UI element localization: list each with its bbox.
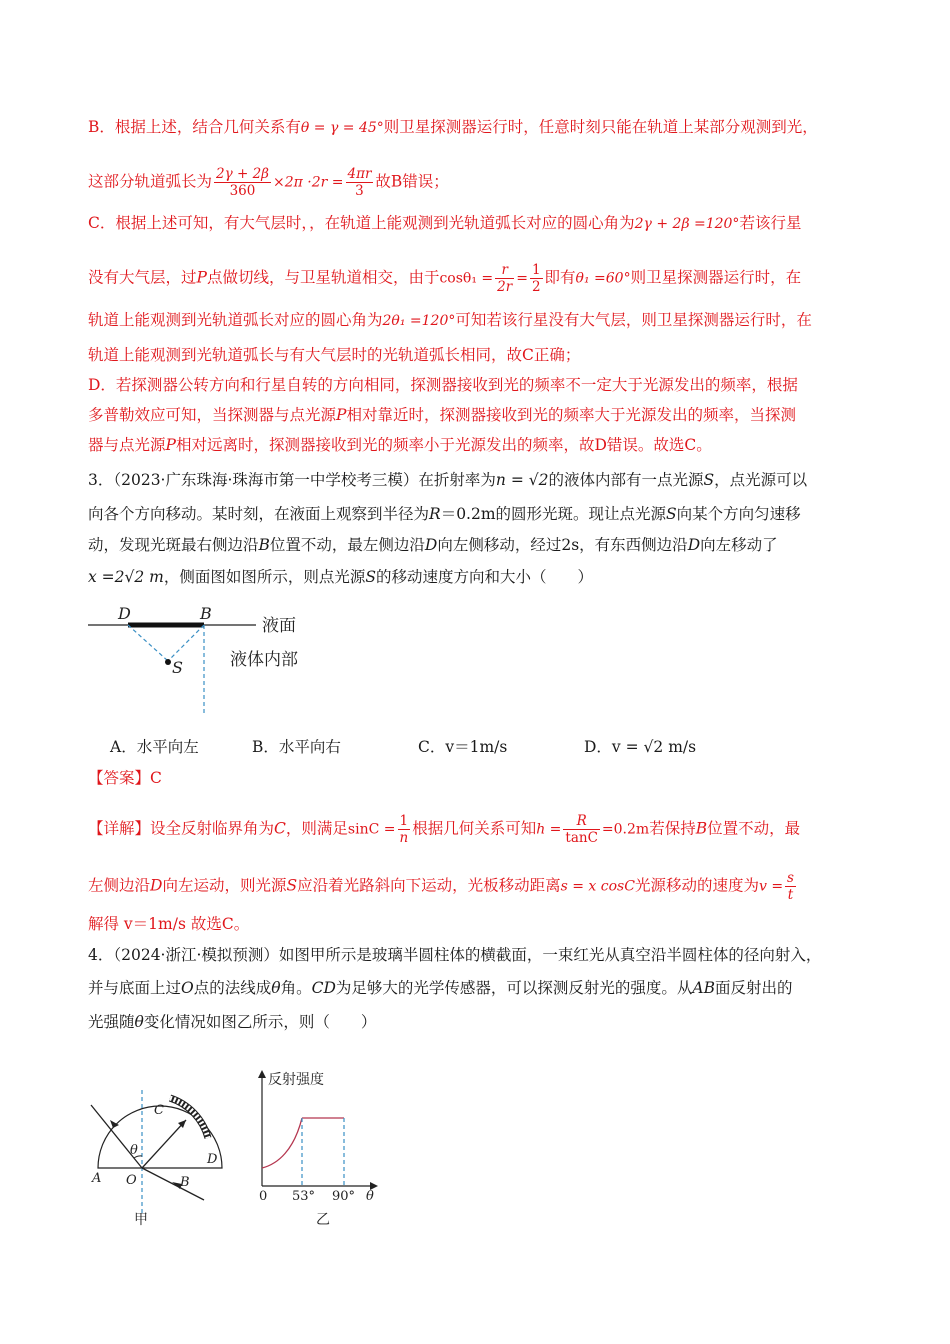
y-axis-arrow bbox=[258, 1070, 266, 1078]
formula: 2γ + 2β =120° bbox=[634, 216, 740, 232]
text: 为足够大的光学传感器，可以探测反射光的强度。从 bbox=[335, 979, 693, 997]
text: 这部分轨道弧长为 bbox=[88, 172, 213, 191]
option-B[interactable]: B．水平向右 bbox=[252, 738, 341, 756]
solution-C-line3 bbox=[88, 310, 812, 331]
label-C: C bbox=[154, 1103, 164, 1118]
q3-line4 bbox=[88, 567, 593, 587]
var-theta: θ bbox=[134, 1013, 144, 1031]
solution-D-line3 bbox=[88, 435, 712, 455]
origin-label: 0 bbox=[259, 1189, 268, 1204]
var-C: C bbox=[274, 819, 286, 838]
var-AB: AB bbox=[692, 979, 716, 997]
text: 动，发现光斑最右侧边沿 bbox=[88, 536, 259, 554]
q3-liquid-figure bbox=[86, 598, 326, 718]
text: 若保持 bbox=[649, 819, 696, 838]
ray-to-B bbox=[168, 625, 204, 661]
text: 应沿着光路斜向下运动，光板移动距离 bbox=[297, 876, 561, 895]
q3-detail-line3: 解得 v＝1m/s 故选C。 bbox=[88, 915, 250, 933]
var-B: B bbox=[258, 536, 270, 554]
denominator: n bbox=[399, 830, 409, 846]
text: 向各个方向移动。某时刻，在液面上观察到半径为 bbox=[88, 505, 430, 523]
numerator: s bbox=[787, 870, 794, 886]
q3-line1 bbox=[88, 470, 807, 490]
formula: h = bbox=[536, 821, 562, 838]
var-P: P bbox=[165, 436, 176, 454]
text: 向左运动，则光源 bbox=[162, 876, 287, 895]
formula: = bbox=[516, 270, 528, 287]
text: 光强随 bbox=[88, 1013, 135, 1031]
text: ，则满足 bbox=[285, 819, 348, 838]
fraction bbox=[530, 262, 543, 295]
denominator: 2r bbox=[497, 279, 513, 295]
formula: θ₁ =60° bbox=[575, 270, 631, 287]
formula: θ = γ = 45° bbox=[300, 120, 384, 136]
text: ，点光源可以 bbox=[714, 471, 808, 489]
ray-to-D bbox=[128, 625, 168, 661]
text: 则卫星探测器运行时，任意时刻只能在轨道上某部分观测到光， bbox=[383, 118, 818, 136]
denominator: 2 bbox=[531, 279, 541, 295]
fraction bbox=[785, 870, 796, 903]
text: 左侧边沿 bbox=[88, 876, 151, 895]
text: 则卫星探测器运行时，在 bbox=[630, 268, 802, 287]
text: 点的法线成 bbox=[193, 979, 272, 997]
formula: sinC = bbox=[347, 821, 396, 838]
text: 相对靠近时，探测器接收到光的频率大于光源发出的频率，当探测 bbox=[346, 406, 796, 424]
text: 故B错误； bbox=[375, 172, 449, 191]
solution-D-line2 bbox=[88, 405, 796, 425]
text: 的液体内部有一点光源 bbox=[548, 471, 704, 489]
var-D: D bbox=[424, 536, 438, 554]
option-C[interactable]: C．v＝1m/s bbox=[418, 738, 508, 756]
q4-line2 bbox=[88, 978, 793, 998]
reflected-ray bbox=[142, 1120, 186, 1168]
label-liquid-inside: 液体内部 bbox=[230, 650, 298, 670]
numerator: R bbox=[563, 813, 600, 830]
label-S: S bbox=[172, 658, 183, 677]
text: 向左移动了 bbox=[700, 536, 778, 554]
text: 根据几何关系可知 bbox=[412, 819, 537, 838]
q3-line3 bbox=[88, 535, 778, 555]
q3-detail-line1 bbox=[88, 813, 800, 846]
var-S: S bbox=[365, 568, 377, 586]
option-D[interactable]: D．v = √2 m/s bbox=[584, 738, 697, 756]
var-P: P bbox=[196, 268, 207, 287]
label-theta: θ bbox=[130, 1143, 138, 1158]
numerator: 1 bbox=[398, 813, 411, 830]
text: 可知若该行星没有大气层，则卫星探测器运行时，在 bbox=[455, 311, 812, 329]
text: 光源移动的速度为 bbox=[634, 876, 759, 895]
fraction bbox=[346, 166, 374, 199]
intensity-curve bbox=[262, 1118, 302, 1168]
denominator: 360 bbox=[229, 183, 256, 199]
tick-90: 90° bbox=[332, 1189, 356, 1204]
text: C．根据上述可知，有大气层时，，在轨道上能观测到光轨道弧长对应的圆心角为 bbox=[88, 214, 635, 232]
solution-B-line2 bbox=[88, 166, 449, 199]
detail-tag: 【详解】 bbox=[88, 819, 151, 838]
incident-arrow bbox=[110, 1120, 119, 1128]
numerator: r bbox=[495, 262, 514, 279]
formula: s = x cosC bbox=[560, 878, 635, 895]
q3-line2 bbox=[88, 504, 801, 524]
var-O: O bbox=[181, 979, 194, 997]
var-D: D bbox=[687, 536, 701, 554]
numerator: 2γ + 2β bbox=[216, 166, 269, 182]
text: 多普勒效应可知，当探测器与点光源 bbox=[88, 406, 337, 424]
solution-C-line1 bbox=[88, 213, 801, 234]
text: 即有 bbox=[544, 268, 576, 287]
text: 若该行星 bbox=[739, 214, 802, 232]
formula: ×2π ·2r = bbox=[272, 174, 344, 191]
text: 位置不动，最 bbox=[707, 819, 801, 838]
formula: 2θ₁ =120° bbox=[382, 313, 456, 329]
formula: n = √2 bbox=[495, 471, 549, 489]
label-liquid-surface: 液面 bbox=[262, 616, 296, 636]
fraction bbox=[495, 262, 514, 295]
fraction bbox=[214, 166, 271, 199]
text: 轨道上能观测到光轨道弧长对应的圆心角为 bbox=[88, 311, 383, 329]
var-S: S bbox=[666, 505, 677, 523]
y-axis-label: 反射强度 bbox=[268, 1072, 324, 1088]
fraction bbox=[398, 813, 411, 846]
text: 位置不动，最左侧边沿 bbox=[269, 536, 425, 554]
figure-a-caption: 甲 bbox=[134, 1212, 148, 1228]
label-B: B bbox=[200, 604, 212, 623]
text: 设全反射临界角为 bbox=[150, 819, 275, 838]
q4-figure-b-intensity-graph bbox=[248, 1064, 388, 1234]
text: 器与点光源 bbox=[88, 436, 166, 454]
formula: =0.2m bbox=[601, 821, 650, 838]
label-D: D bbox=[118, 604, 131, 623]
q3-answer: 【答案】C bbox=[88, 769, 162, 787]
formula: v = bbox=[758, 878, 784, 895]
var-D: D bbox=[150, 876, 163, 895]
var-CD: CD bbox=[311, 979, 336, 997]
text: 3．（2023·广东珠海·珠海市第一中学校考三模）在折射率为 bbox=[88, 471, 496, 489]
text: B．根据上述，结合几何关系有 bbox=[88, 118, 301, 136]
tick-53: 53° bbox=[292, 1189, 316, 1204]
fraction bbox=[563, 813, 600, 846]
solution-C-line4: 轨道上能观测到光轨道弧长与有大气层时的光轨道弧长相同，故C正确； bbox=[88, 346, 581, 364]
text: 相对远离时，探测器接收到光的频率小于光源发出的频率，故D错误。故选C。 bbox=[175, 436, 712, 454]
denominator: t bbox=[787, 887, 794, 903]
solution-B-line1 bbox=[88, 117, 818, 138]
solution-D-line1: D．若探测器公转方向和行星自转的方向相同，探测器接收到光的频率不一定大于光源发出的频率，根据 bbox=[88, 376, 798, 394]
label-O: O bbox=[126, 1173, 137, 1188]
text: 变化情况如图乙所示，则（ ） bbox=[143, 1013, 377, 1031]
label-D: D bbox=[207, 1152, 218, 1167]
q4-line3 bbox=[88, 1012, 376, 1032]
text: 没有大气层，过 bbox=[88, 268, 197, 287]
var-S: S bbox=[703, 471, 715, 489]
var-S: S bbox=[286, 876, 298, 895]
text: 面反射出的 bbox=[715, 979, 793, 997]
var-R: R bbox=[429, 505, 441, 523]
var-P: P bbox=[336, 406, 347, 424]
text: 向某个方向匀速移 bbox=[676, 505, 801, 523]
text: 的移动速度方向和大小（ ） bbox=[376, 568, 594, 586]
x-axis-label: θ bbox=[366, 1189, 374, 1204]
text: ＝0.2m的圆形光斑。现让点光源 bbox=[440, 505, 667, 523]
denominator: tanC bbox=[565, 830, 598, 846]
q4-line1: 4．（2024·浙江·模拟预测）如图甲所示是玻璃半圆柱体的横截面，一束红光从真空沿半圆柱体的径向射入， bbox=[88, 946, 822, 964]
label-B: B bbox=[180, 1175, 190, 1190]
numerator: 1 bbox=[531, 262, 541, 278]
denominator: 3 bbox=[355, 183, 364, 199]
option-A[interactable]: A．水平向左 bbox=[110, 738, 199, 756]
formula: x =2√2 m bbox=[88, 568, 164, 586]
label-A: A bbox=[92, 1171, 102, 1186]
text: 点做切线，与卫星轨道相交，由于 bbox=[206, 268, 440, 287]
solution-C-line2 bbox=[88, 262, 801, 295]
var-theta: θ bbox=[271, 979, 281, 997]
q4-figure-a-semicylinder bbox=[86, 1090, 236, 1230]
formula: cosθ₁ = bbox=[439, 270, 494, 287]
var-B: B bbox=[695, 819, 708, 838]
text: 并与底面上过 bbox=[88, 979, 182, 997]
figure-b-caption: 乙 bbox=[316, 1212, 330, 1228]
text: 向左侧移动，经过2s，有东西侧边沿 bbox=[437, 536, 688, 554]
q3-detail-line2 bbox=[88, 870, 798, 903]
refracted-ray bbox=[142, 1168, 204, 1200]
point-source-S bbox=[165, 659, 171, 665]
numerator: 4πr bbox=[347, 166, 372, 182]
text: 角。 bbox=[280, 979, 312, 997]
text: ，侧面图如图所示，则点光源 bbox=[163, 568, 366, 586]
